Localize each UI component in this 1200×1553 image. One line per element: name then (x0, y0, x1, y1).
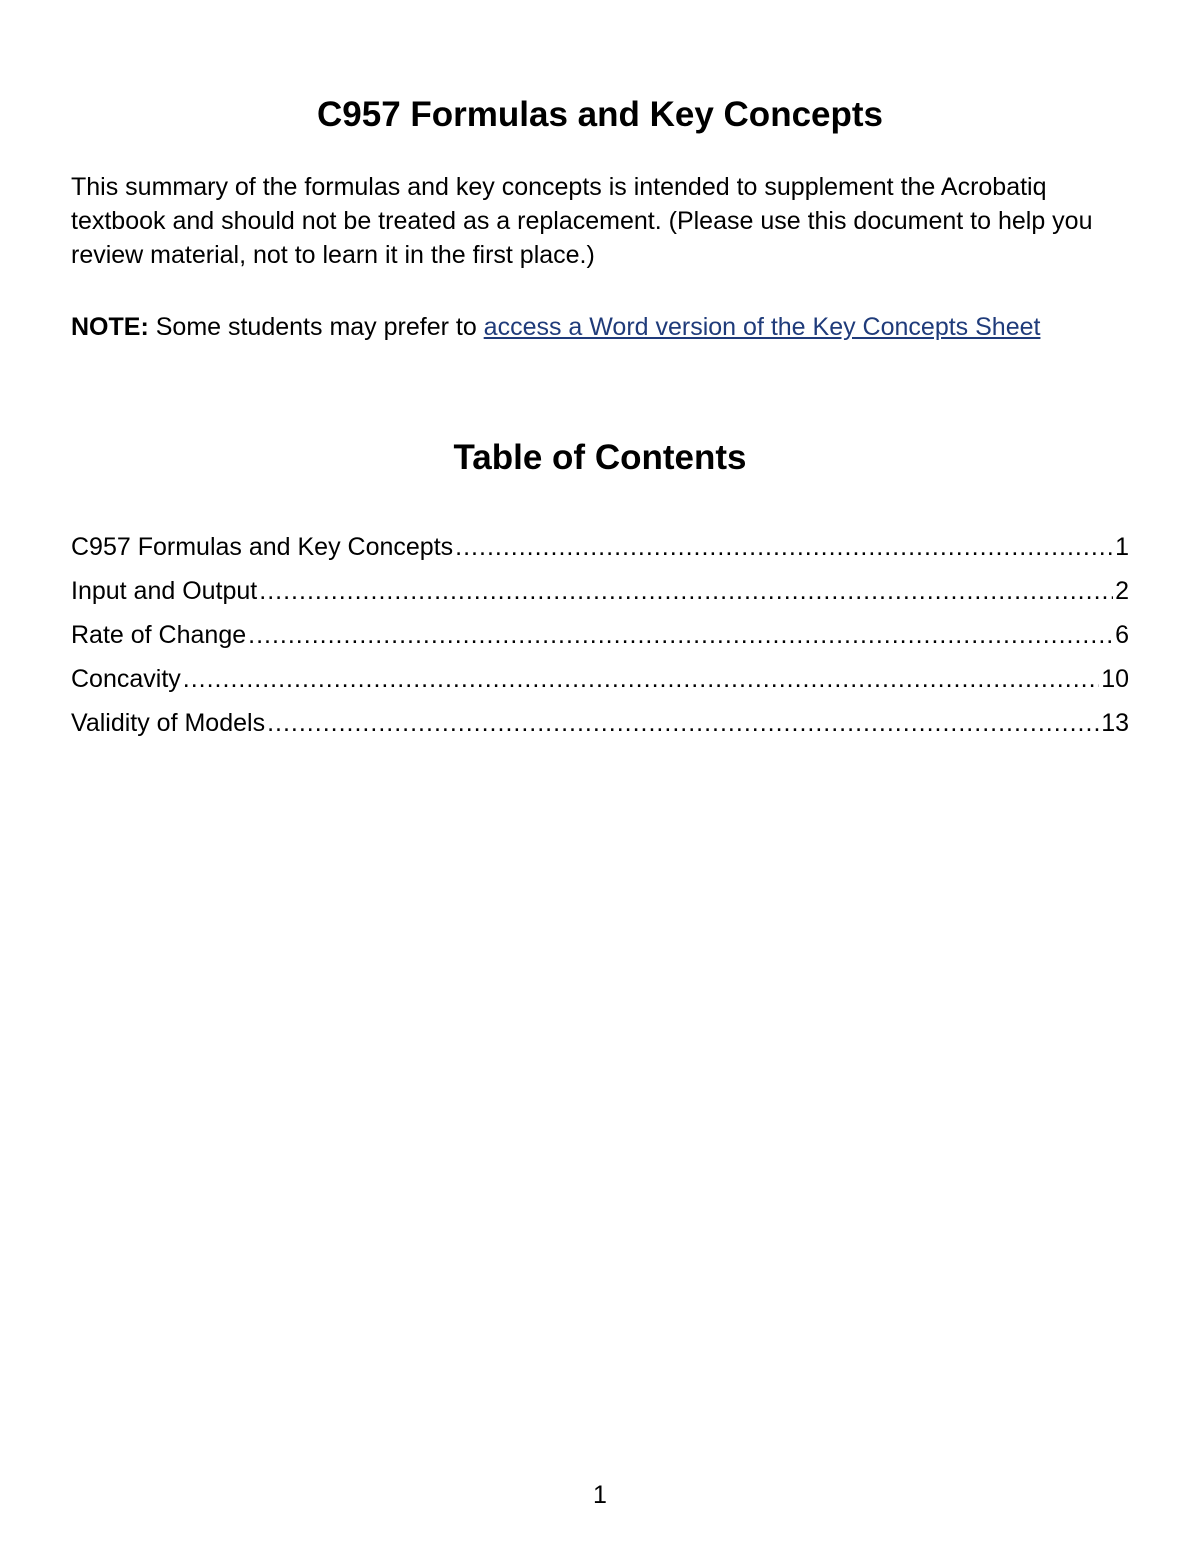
word-version-link[interactable]: access a Word version of the Key Concepts Sheet (483, 313, 1041, 341)
toc-entry-page: 13 (1101, 709, 1129, 737)
toc-entry-concavity[interactable] (71, 662, 1129, 706)
toc-entry-rate-of-change[interactable] (71, 618, 1129, 662)
note-label: NOTE: (71, 313, 149, 341)
toc-entry-label: Validity of Models (71, 709, 266, 737)
toc-entry-input-output[interactable] (71, 574, 1129, 618)
toc-leader-dots (259, 574, 1113, 608)
toc-entry-label: C957 Formulas and Key Concepts (71, 533, 454, 561)
toc-entry-page: 1 (1115, 533, 1129, 561)
toc-heading: Table of Contents (453, 438, 747, 477)
page-number: 1 (593, 1481, 607, 1509)
toc-leader-dots (248, 618, 1113, 652)
toc-leader-dots (183, 662, 1099, 696)
document-title: C957 Formulas and Key Concepts (317, 95, 883, 134)
toc-entry-formulas-key-concepts[interactable] (71, 530, 1129, 574)
toc-entry-validity-of-models[interactable] (71, 706, 1129, 750)
toc-entry-label: Concavity (71, 665, 181, 693)
toc-entry-page: 10 (1101, 665, 1129, 693)
toc-entry-page: 6 (1115, 621, 1129, 649)
toc-entry-label: Rate of Change (71, 621, 247, 649)
toc-leader-dots (267, 706, 1099, 740)
table-of-contents (71, 530, 1129, 750)
toc-leader-dots (455, 530, 1113, 564)
toc-entry-label: Input and Output (71, 577, 258, 605)
note-paragraph (71, 310, 1131, 344)
note-text: Some students may prefer to (155, 313, 477, 341)
intro-paragraph: This summary of the formulas and key concepts is intended to supplement the Acrobatiq textbook and should not be treated as a replacement. (Please use this document to help you review material, not to learn it in the first place.) (71, 173, 1093, 269)
toc-entry-page: 2 (1115, 577, 1129, 605)
